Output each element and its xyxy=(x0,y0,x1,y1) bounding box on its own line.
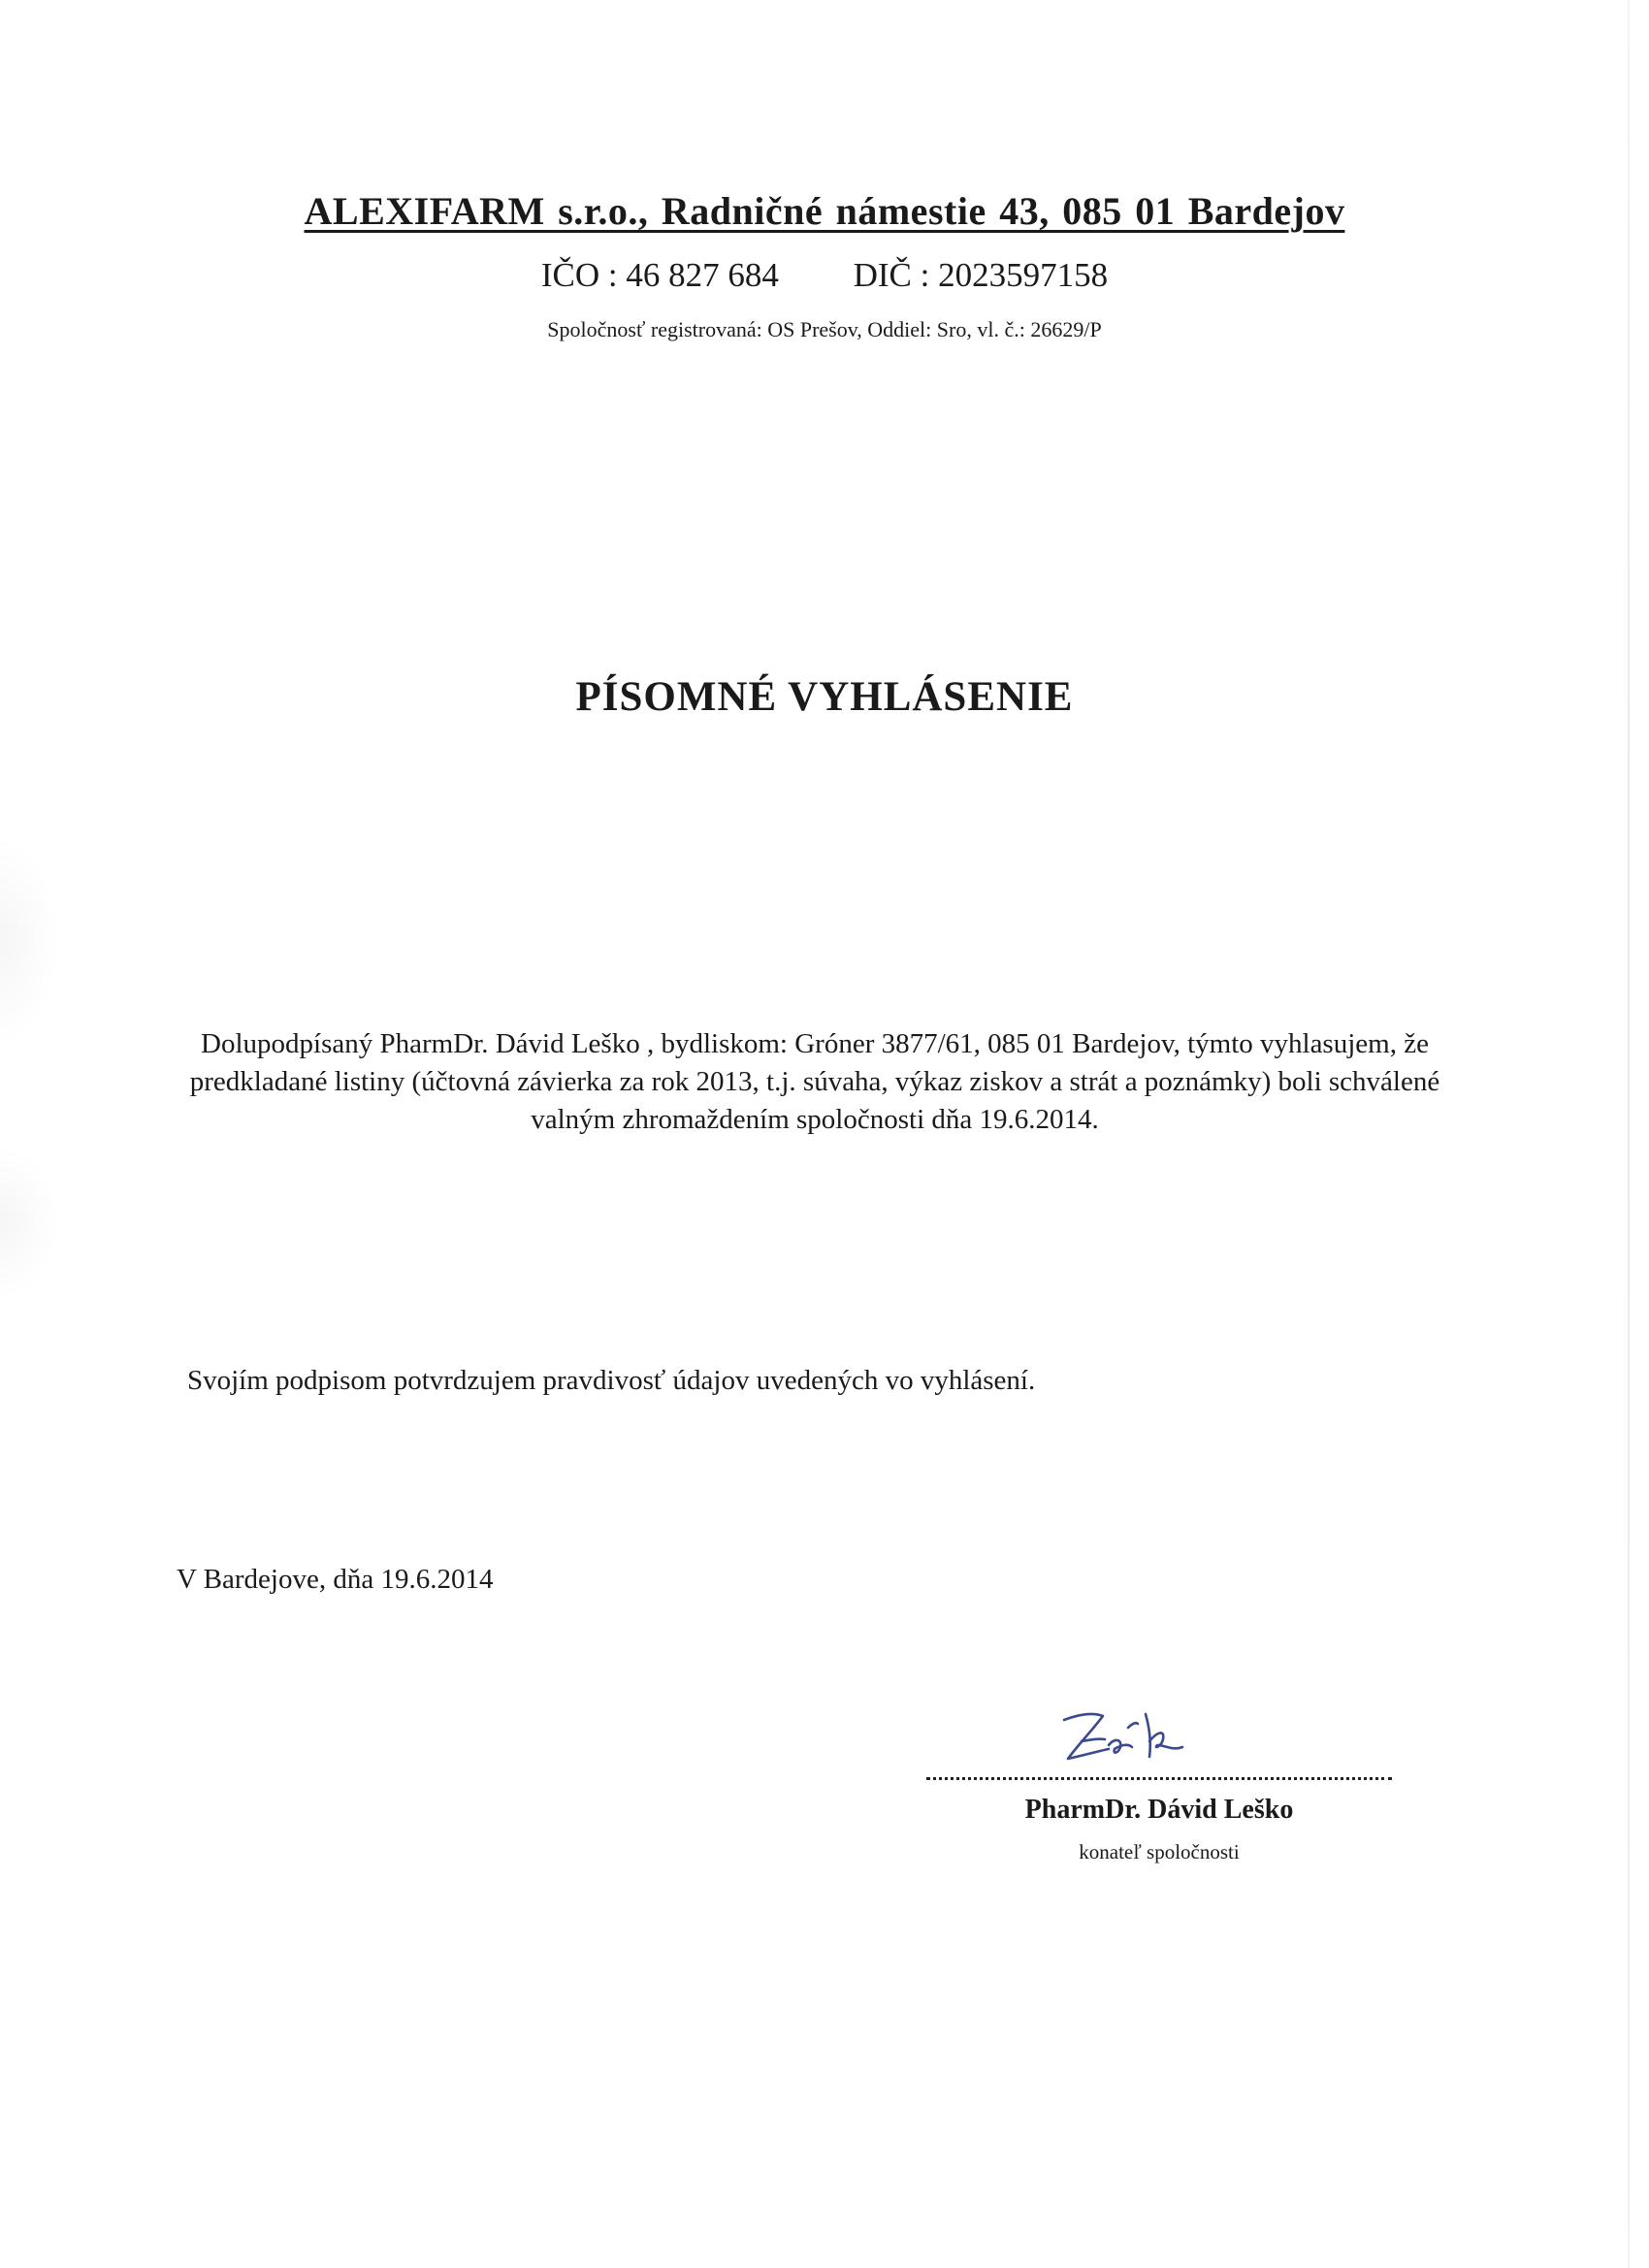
signature-line xyxy=(926,1777,1392,1780)
dic-number: DIČ : 2023597158 xyxy=(853,256,1109,294)
registration-info: Spoločnosť registrovaná: OS Prešov, Oddiel: Sro, vl. č.: 26629/P xyxy=(547,317,1102,341)
signer-role: konateľ spoločnosti xyxy=(1079,1840,1240,1863)
company-line: ALEXIFARM s.r.o., Radničné námestie 43, 085 01 Bardejov xyxy=(304,189,1345,233)
company-ids xyxy=(0,256,1649,295)
declaration-paragraph xyxy=(136,1025,1494,1139)
scan-shade xyxy=(0,834,58,1048)
scan-shade xyxy=(0,1145,58,1300)
declaration-line-2: predkladané listiny (účtovná závierka za rok 2013, t.j. súvaha, výkaz ziskov a strát a poznámky) boli schválené xyxy=(189,1066,1440,1097)
signer-name: PharmDr. Dávid Leško xyxy=(1024,1795,1294,1825)
place-and-date: V Bardejove, dňa 19.6.2014 xyxy=(177,1564,494,1595)
company-header xyxy=(0,188,1649,234)
ico-number: IČO : 46 827 684 xyxy=(540,256,779,294)
document-title: PÍSOMNÉ VYHLÁSENIE xyxy=(575,674,1074,720)
declaration-line-3: valným zhromaždením spoločnosti dňa 19.6.2014. xyxy=(531,1104,1099,1135)
declaration-line-1: Dolupodpísaný PharmDr. Dávid Leško , bydliskom: Gróner 3877/61, 085 01 Bardejov, týmto vyhlasujem, že xyxy=(201,1028,1429,1059)
confirmation-text: Svojím podpisom potvrdzujem pravdivosť údajov uvedených vo vyhlásení. xyxy=(187,1365,1036,1396)
handwritten-signature xyxy=(1052,1702,1198,1775)
